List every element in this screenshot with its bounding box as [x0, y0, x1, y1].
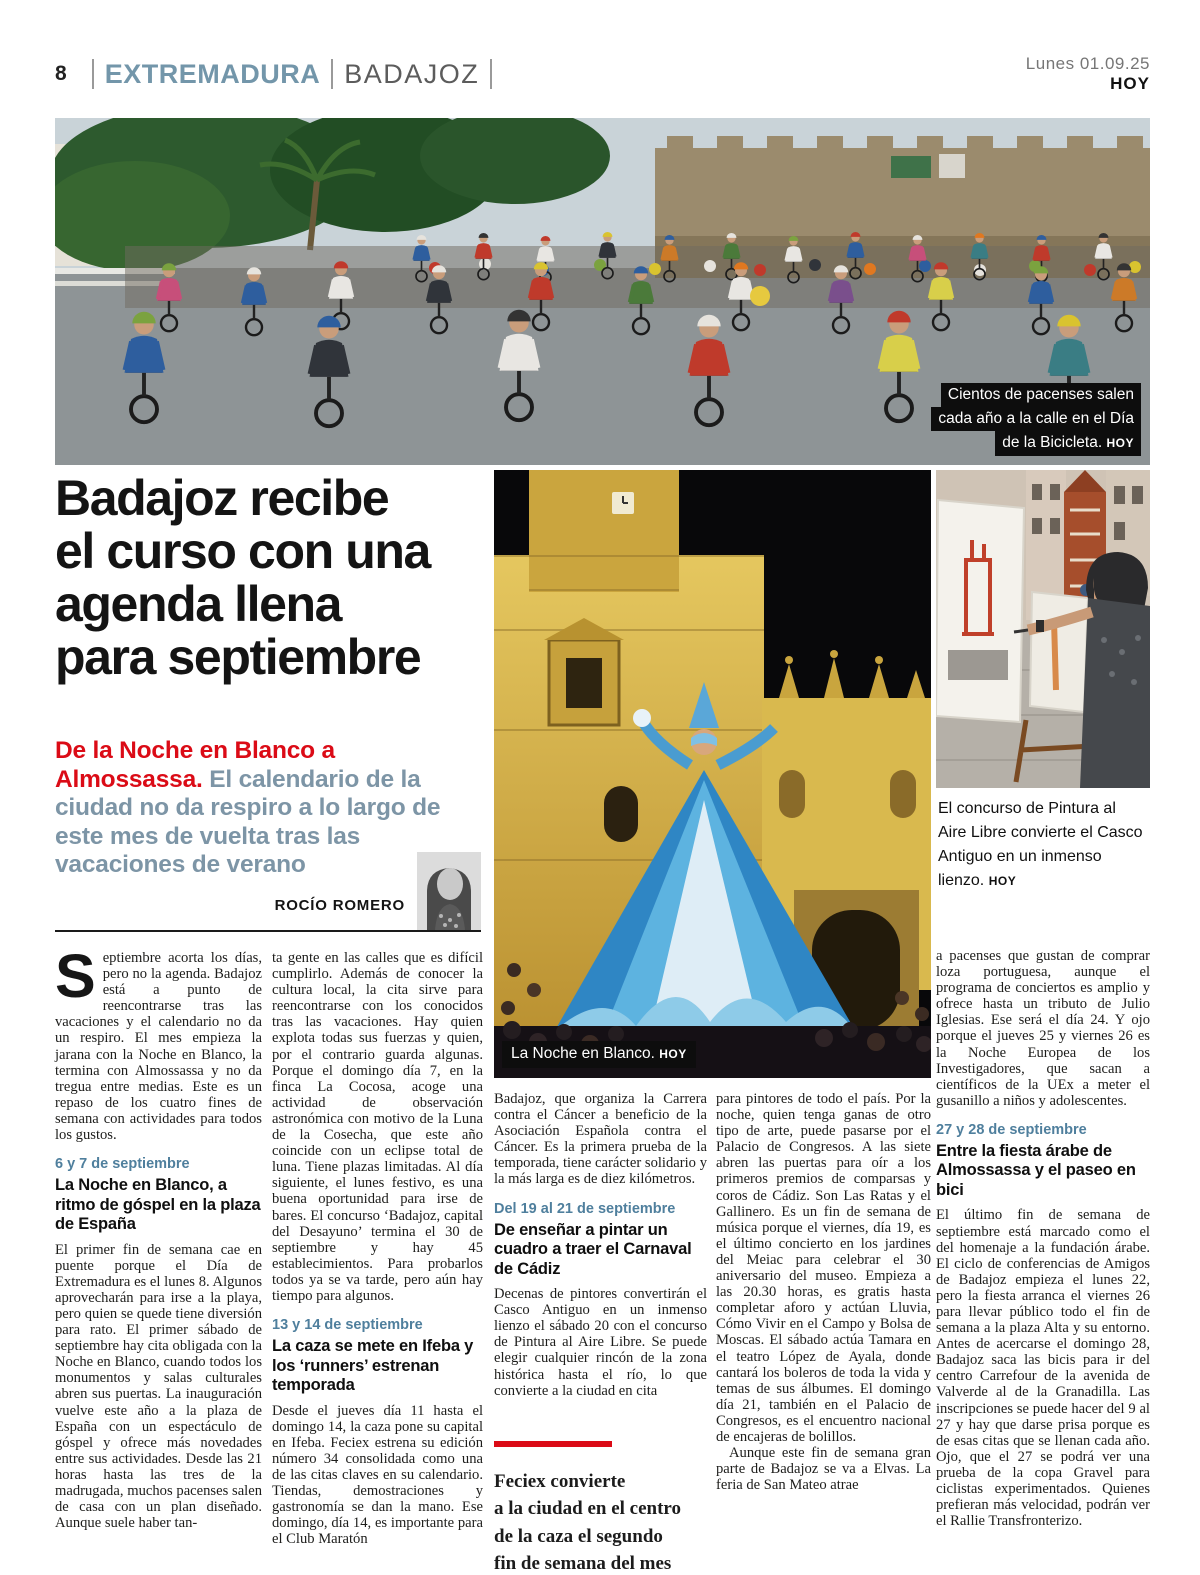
drop-cap: S: [55, 942, 96, 1010]
photo-credit: HOY: [1106, 436, 1134, 450]
deck-lead: De la Noche en Blanco a Almossassa.: [55, 737, 335, 793]
pull-quote-line: de la caza el segundo: [494, 1525, 663, 1547]
body-paragraph: ta gente en las calles que es difícil cumplirlo. Además de conocer la cultura local, la cita sirve para reencontrarse con los conocidos tras las vacaciones. Hay quien explota todas sus fuerzas y quien, por el contrario guarda algunas. Porque el domingo día 7, en la finca La Cocosa, acoge una actividad de observación astronómica con motivo de la Luna de la Cosecha, que este año coincide con un eclipse total de luna. Tiene plazas limitadas. Al día siguiente, el lunes festivo, es una buena oportunidad para irse de bares. El concurso ‘Badajoz, capital del Desayuno’ termina el 30 de septiembre y hay 45 establecimientos. Para probarlos todos ya se va tarde, pero aún hay tiempo para algunos.: [272, 950, 483, 1304]
noche-en-blanco-photo: [494, 470, 931, 1078]
header-divider: [331, 59, 333, 89]
page-number: 8: [55, 62, 67, 85]
section-kicker: 6 y 7 de septiembre: [55, 1156, 190, 1173]
caption-text: El concurso de Pintura al Aire Libre convierte el Casco Antiguo en un inmenso lienzo.: [938, 800, 1143, 889]
night-parade-illustration: [494, 470, 931, 1078]
center-photo-caption: [502, 1041, 696, 1068]
body-paragraph: El primer fin de semana cae en puente porque el Día de Extremadura es el lunes 8. Algunos aprovecharán para irse a la playa, pero quien se quede tiene diversión para rato. El primer sábado de septiembre hay cita obligada con la Noche en Blanco, cuando todos los monumentos y salas culturales abren sus puertas. La inauguración vuelve este año a la plaza de España con un espectáculo de góspel y ofrece más novedades entre sus actividades. Desde las 21 horas hasta las tres de la madrugada, muchos pacenses salen de casa con un plan diseñado. Aunque suele haber tan-: [55, 1241, 262, 1532]
pull-quote-line: a la ciudad en el centro: [494, 1498, 682, 1520]
body-column-5: [936, 948, 1150, 1529]
body-paragraph: para pintores de todo el país. Por la noche, quien tenga ganas de otro tipo de arte, puede pasarse por el Palacio de Congresos. A las siete abren las puertas para oír a los primeros premios de comparsas y coros de Cádiz. Son Las Ratas y el Gallinero. Es un fin de semana de música porque el viernes, día 19, es el último concierto en los jardines del Meiac para celebrar el 30 aniversario del museo. Empieza a las 20.30 horas, es gratis hasta completar aforo y actúan Lluvia, Cómo Vivir en el Campo y Bolsa de Moscas. El sábado actúa Tamara en el teatro López de Ayala, donde cantará los boleros de toda la vida y temas de sus álbumes. El domingo día 21, también en el Palacio de Congresos, es el encuentro nacional de encajeras de bolillos.: [716, 1091, 931, 1445]
intro-text: eptiembre acorta los días, pero no la agenda. Badajoz está a punto de reencontrarse tras las vacaciones y el calendario no da un respiro. El mes empieza la jarana con la Noche en Blanco, la termina con Almossassa y no da tregua entre medias. Este es un repaso de los cuatro fines de semana con actividades para todos los gustos.: [55, 950, 262, 1144]
photo-credit: HOY: [659, 1047, 687, 1061]
side-photo-caption: [938, 797, 1144, 893]
caption-line: cada año a la calle en el Día: [938, 410, 1134, 427]
section-subhead: De enseñar a pintar un cuadro a traer el Carnaval de Cádiz: [494, 1220, 692, 1278]
caption-line: de la Bicicleta.: [1002, 434, 1103, 451]
article-headline: [55, 472, 505, 684]
headline-line: el curso con una: [55, 523, 430, 579]
body-paragraph: a pacenses que gustan de comprar loza portuguesa, aunque el programa de conciertos es amplio y ofrece hasta un tributo de Julio Iglesias. Ese será el día 24. Y ojo porque el jueves 25 y viernes 26 es la Noche Europea de los Investigadores, que sacan a científicos de la UEx a meter el gusanillo a niños y adolescentes.: [936, 948, 1150, 1109]
subsection-title: BADAJOZ: [344, 58, 480, 89]
pull-quote: [494, 1441, 707, 1575]
header-divider: [490, 59, 492, 89]
section-kicker: 13 y 14 de septiembre: [272, 1317, 423, 1334]
newspaper-brand: HOY: [1110, 74, 1150, 93]
body-paragraph: Decenas de pintores convertirán el Casco Antiguo en un inmenso lienzo el sábado 20 con el concurso de Pintura al Aire Libre. Se puede elegir cualquier rincón de la zona histórica hasta el río, lo que convierte a la ciudad en cita: [494, 1286, 707, 1399]
headline-line: Badajoz recibe: [55, 470, 389, 526]
body-paragraph: Desde el jueves día 11 hasta el domingo 14, la caza pone su capital en Ifeba. Feciex estrena su edición número 34 consolidada como una de las citas claves en su calendario. Tiendas, demostraciones y gastronomía se dan la mano. Ese domingo, día 14, es importante para el Club Maratón: [272, 1402, 483, 1548]
author-name: ROCÍO ROMERO: [274, 897, 405, 914]
section-subhead: La caza se mete en Ifeba y los ‘runners’ estrenan temporada: [272, 1337, 474, 1395]
headline-line: para septiembre: [55, 629, 421, 685]
pull-quote-line: Feciex convierte: [494, 1470, 626, 1492]
header-date-block: [1026, 54, 1150, 94]
body-column-4: [716, 1091, 931, 1493]
photo-credit: HOY: [988, 874, 1017, 888]
section-kicker: Del 19 al 21 de septiembre: [494, 1200, 676, 1217]
body-column-2: [272, 950, 483, 1547]
byline-row: [55, 850, 481, 930]
body-paragraph: Badajoz, que organiza la Carrera contra el Cáncer a beneficio de la Asociación Española contra el Cáncer. Es la primera prueba de la temporada, tiene carácter solidario y la más larga es de diez kilómetros.: [494, 1091, 707, 1188]
author-photo: [417, 852, 481, 930]
deck-rest: El calendario de la ciudad no da respiro a lo largo de este mes de vuelta tras las vacaciones de verano: [55, 765, 441, 878]
section-subhead: La Noche en Blanco, a ritmo de góspel en la plaza de España: [55, 1176, 261, 1234]
body-paragraph: Aunque este fin de semana gran parte de Badajoz se va a Elvas. La feria de San Mateo atrae: [716, 1445, 931, 1494]
bicycle-day-photo: [55, 118, 1150, 465]
body-paragraph: El último fin de semana de septiembre está marcado como el del homenaje a la fundación árabe. El ciclo de conferencias de Amigos de Badajoz empieza el lunes 22, pero la fiesta arranca el viernes 26 para llevar público todo el fin de semana a la plaza Alta y su entorno. Antes de acercarse el domingo 28, Badajoz saca las bicis para ir del centro Carrefour de la avenida de Valverde al de la Granadilla. Las inscripciones se puede hacer del 9 al 27 y hay que darse prisa porque es de esas citas que se llenan cada año. Ojo, que el 27 se podrá ver una prueba de la copa Gravel para ciclistas experimentados. Quienes prefieran más velocidad, podrán ver el Rallie Transfronterizo.: [936, 1207, 1150, 1530]
caption-line: Cientos de pacenses salen: [941, 383, 1141, 407]
caption-text: La Noche en Blanco.: [511, 1045, 655, 1062]
byline-rule: [55, 930, 481, 932]
pull-quote-line: fin de semana del mes: [494, 1553, 672, 1575]
pull-quote-rule: [494, 1441, 612, 1447]
body-column-1: [55, 942, 262, 1532]
lead-photo-caption: [931, 383, 1141, 456]
edition-date: Lunes 01.09.25: [1025, 54, 1150, 73]
section-kicker: 27 y 28 de septiembre: [936, 1121, 1087, 1138]
section-title: EXTREMADURA: [104, 58, 321, 89]
painting-contest-photo: [936, 470, 1150, 788]
balloon: [750, 286, 770, 306]
section-subhead: Entre la fiesta árabe de Almossassa y el paseo en bici: [936, 1141, 1136, 1199]
headline-line: agenda llena: [55, 576, 342, 632]
body-column-3: [494, 1091, 707, 1575]
painter-illustration: [936, 470, 1150, 788]
intro-paragraph: [55, 942, 262, 1144]
header-divider: [92, 59, 94, 89]
page-header: [55, 50, 1150, 98]
